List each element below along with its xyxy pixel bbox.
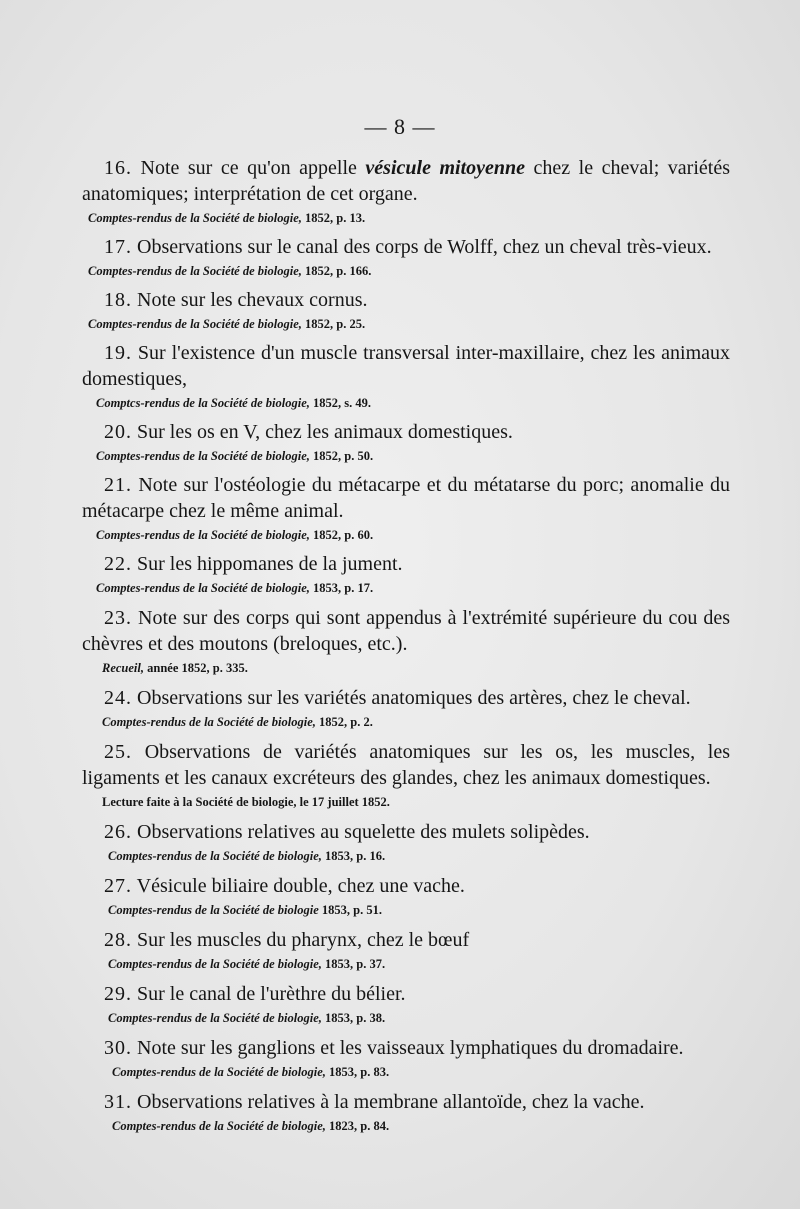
reference-source: Comptcs-rendus de la Société de biologie, (96, 396, 310, 410)
bibliography-entry-19 (82, 340, 730, 412)
reference-detail: 1853, p. 17. (313, 581, 374, 595)
reference-detail: 1852, p. 60. (313, 528, 374, 542)
reference-detail: 1852, p. 50. (313, 449, 374, 463)
bibliography-entry-31 (82, 1089, 730, 1135)
entry-reference (82, 262, 730, 280)
entry-title-emphasis: vésicule mitoyenne (365, 157, 525, 179)
entry-reference (82, 659, 730, 677)
reference-detail: 1853, p. 83. (329, 1065, 390, 1079)
entry-reference (82, 315, 730, 333)
entry-number: 17. (104, 236, 132, 258)
bibliography-entry-22 (82, 551, 730, 597)
entry-number: 26. (104, 821, 132, 843)
reference-source: Comptes-rendus de la Société de biologie, (88, 317, 302, 331)
entry-number: 23. (104, 607, 132, 629)
entry-title-text: Vésicule biliaire double, chez une vache. (136, 875, 465, 897)
entry-title-text: Observations relatives à la membrane allantoïde, chez la vache. (137, 1091, 645, 1113)
reference-detail: 1853, p. 16. (325, 849, 386, 863)
entry-number: 25. (104, 741, 132, 763)
reference-detail: 1853, p. 37. (325, 957, 386, 971)
entry-number: 22. (104, 553, 132, 575)
entry-title (82, 981, 730, 1007)
reference-source: Comptes-rendus de la Société de biologie, (88, 211, 302, 225)
reference-source: Comptes-rendus de la Société de biologie, (108, 957, 322, 971)
entry-title (82, 234, 730, 260)
entry-title (82, 739, 730, 791)
entry-title-text: Observations sur les variétés anatomiques des artères, chez le cheval. (137, 687, 691, 709)
entry-title-text: Observations sur le canal des corps de Wolff, chez un cheval très-vieux. (137, 236, 712, 258)
entry-title (82, 287, 730, 313)
entry-number: 30. (104, 1037, 132, 1059)
bibliography-entry-23 (82, 605, 730, 677)
entry-reference (82, 579, 730, 597)
reference-source: Recueil, (102, 661, 145, 675)
bibliography-list (82, 155, 730, 1135)
entry-title-text: Note sur les chevaux cornus. (137, 289, 368, 311)
reference-source: Comptes-rendus de la Société de biologie, (102, 715, 316, 729)
entry-number: 27. (104, 875, 132, 897)
bibliography-entry-16 (82, 155, 730, 227)
entry-title-text: Sur l'existence d'un muscle transversal inter-maxillaire, chez les animaux domestiques, (82, 342, 731, 390)
reference-detail: 1852, s. 49. (313, 396, 371, 410)
entry-title (82, 155, 730, 207)
entry-title (82, 873, 730, 899)
entry-title-text: Sur les muscles du pharynx, chez le bœuf (137, 929, 470, 951)
entry-title-text: Observations relatives au squelette des mulets solipèdes. (137, 821, 590, 843)
entry-title (82, 819, 730, 845)
bibliography-entry-21 (82, 472, 730, 544)
entry-title (82, 927, 730, 953)
entry-reference (82, 447, 730, 465)
entry-reference (82, 713, 730, 731)
reference-detail: 1852, p. 13. (305, 211, 366, 225)
entry-title-text: Note sur ce qu'on appelle (140, 157, 366, 179)
bibliography-entry-30 (82, 1035, 730, 1081)
entry-reference (82, 394, 730, 412)
reference-source: Comptes-rendus de la Société de biologie, (112, 1065, 326, 1079)
entry-reference (82, 901, 730, 919)
entry-reference (82, 1009, 730, 1027)
reference-detail: Lecture faite à la Société de biologie, le 17 juillet 1852. (102, 795, 390, 809)
entry-title (82, 340, 730, 392)
entry-number: 29. (104, 983, 132, 1005)
entry-reference (82, 847, 730, 865)
bibliography-entry-29 (82, 981, 730, 1027)
bibliography-entry-28 (82, 927, 730, 973)
entry-title-text-cont: chez le cheval; variétés anatomiques; interprétation de cet organe. (82, 157, 730, 205)
bibliography-entry-27 (82, 873, 730, 919)
entry-title-text: Note sur des corps qui sont appendus à l'extrémité supérieure du cou des chèvres et des moutons (breloques, etc.). (82, 607, 731, 655)
entry-reference (82, 1117, 730, 1135)
entry-number: 16. (104, 157, 132, 179)
bibliography-entry-24 (82, 685, 730, 731)
entry-title-text: Note sur l'ostéologie du métacarpe et du métatarse du porc; anomalie du métacarpe chez le même animal. (82, 474, 731, 522)
entry-title-text: Observations de variétés anatomiques sur les os, les muscles, les ligaments et les canaux excréteurs des glandes, chez les animaux domestiques. (82, 741, 730, 789)
entry-title-text: Sur les hippomanes de la jument. (137, 553, 403, 575)
reference-detail: 1852, p. 166. (305, 264, 372, 278)
entry-number: 21. (104, 474, 132, 496)
reference-source: Comptes-rendus de la Société de biologie, (96, 449, 310, 463)
reference-source: Comptes-rendus de la Société de biologie, (96, 528, 310, 542)
reference-source: Comptes-rendus de la Société de biologie (108, 903, 319, 917)
page-number: — 8 — (364, 114, 436, 139)
reference-detail: 1853, p. 51. (321, 903, 382, 917)
entry-reference (82, 209, 730, 227)
entry-number: 24. (104, 687, 132, 709)
entry-number: 28. (104, 929, 132, 951)
entry-number: 18. (104, 289, 132, 311)
entry-title (82, 1035, 730, 1061)
reference-detail: année 1852, p. 335. (147, 661, 248, 675)
entry-reference (82, 526, 730, 544)
entry-title-text: Sur le canal de l'urèthre du bélier. (137, 983, 406, 1005)
entry-title (82, 551, 730, 577)
bibliography-entry-26 (82, 819, 730, 865)
entry-number: 20. (104, 421, 132, 443)
bibliography-entry-20 (82, 419, 730, 465)
reference-source: Comptes-rendus de la Société de biologie, (108, 849, 322, 863)
bibliography-entry-17 (82, 234, 730, 280)
entry-title-text: Sur les os en V, chez les animaux domestiques. (137, 421, 513, 443)
reference-detail: 1852, p. 2. (319, 715, 373, 729)
entry-title (82, 685, 730, 711)
reference-source: Comptes-rendus de la Société de biologie, (88, 264, 302, 278)
entry-reference (82, 1063, 730, 1081)
entry-reference (82, 955, 730, 973)
reference-source: Comptes-rendus de la Société de biologie, (112, 1119, 326, 1133)
entry-number: 19. (104, 342, 132, 364)
reference-detail: 1823, p. 84. (329, 1119, 390, 1133)
bibliography-entry-18 (82, 287, 730, 333)
entry-number: 31. (104, 1091, 132, 1113)
entry-title (82, 605, 730, 657)
bibliography-entry-25 (82, 739, 730, 811)
entry-title (82, 419, 730, 445)
entry-title (82, 472, 730, 524)
entry-reference (82, 793, 730, 811)
reference-detail: 1853, p. 38. (325, 1011, 386, 1025)
entry-title (82, 1089, 730, 1115)
reference-source: Comptes-rendus de la Société de biologie, (96, 581, 310, 595)
entry-title-text: Note sur les ganglions et les vaisseaux lymphatiques du dromadaire. (137, 1037, 684, 1059)
reference-detail: 1852, p. 25. (305, 317, 366, 331)
reference-source: Comptes-rendus de la Société de biologie, (108, 1011, 322, 1025)
